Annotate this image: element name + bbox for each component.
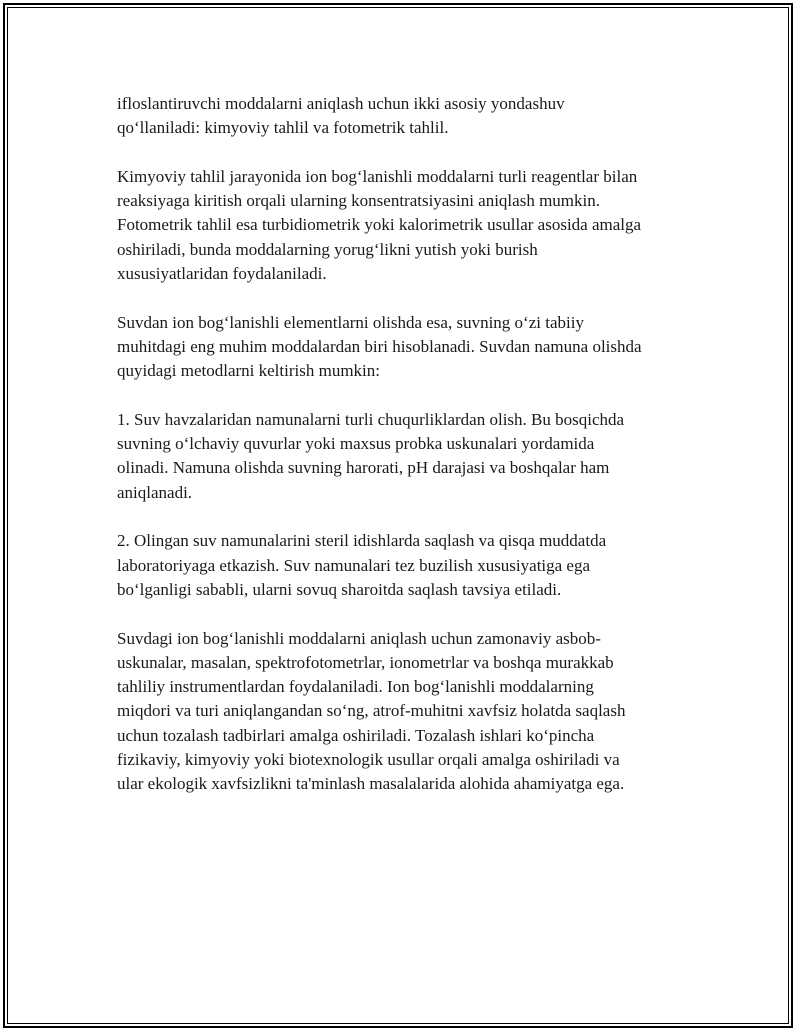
paragraph-step-1: 1. Suv havzalaridan namunalarni turli chuqurliklardan olish. Bu bosqichda suvning o‘lchaviy quvurlar yoki maxsus probka uskunalari yordamida olinadi. Namuna olishda suvning harorati, pH darajasi va boshqalar ham aniqlanadi. xyxy=(117,409,625,502)
paragraph-step-2: 2. Olingan suv namunalarini steril idishlarda saqlash va qisqa muddatda laboratoriyaga etkazish. Suv namunalari tez buzilish xususiyatiga ega bo‘lganligi sababli, ularni sovuq sharoitda saqlash tavsiya etiladi. xyxy=(117,531,607,599)
document-body xyxy=(117,92,697,821)
paragraph-pollutant-approaches: ifloslantiruvchi moddalarni aniqlash uchun ikki asosiy yondashuv qo‘llaniladi: kimyoviy tahlil va fotometrik tahlil. xyxy=(117,94,565,138)
paragraph-instruments-cleanup: Suvdagi ion bog‘lanishli moddalarni aniqlash uchun zamonaviy asbob- uskunalar, masalan, spektrofotometrlar, ionometrlar va boshqa murakkab tahliliy instrumentlardan foydalaniladi. Ion bog‘lanishli moddalarning miqdori va turi aniqlangandan so‘ng, atrof-muhitni xavfsiz holatda saqlash uchun tozalash tadbirlari amalga oshiriladi. Tozalash ishlari ko‘pincha fizikaviy, kimyoviy yoki biotexnologik usullar orqali amalga oshiriladi va ular ekologik xavfsizlikni ta'minlash masalalarida alohida ahamiyatga ega. xyxy=(117,628,626,794)
paragraph-chemical-analysis: Kimyoviy tahlil jarayonida ion bog‘lanishli moddalarni turli reagentlar bilan reaksiyaga kiritish orqali ularning konsentratsiyasini aniqlash mumkin. Fotometrik tahlil esa turbidiometrik yoki kalorimetrik usullar asosida amalga oshiriladi, bunda moddalarning yorug‘likni yutish yoki burish xususiyatlaridan foydalaniladi. xyxy=(117,166,642,284)
paragraph-water-sampling-intro: Suvdan ion bog‘lanishli elementlarni olishda esa, suvning o‘zi tabiiy muhitdagi eng muhim moddalardan biri hisoblanadi. Suvdan namuna olishda quyidagi metodlarni keltirish mumkin: xyxy=(117,312,642,381)
